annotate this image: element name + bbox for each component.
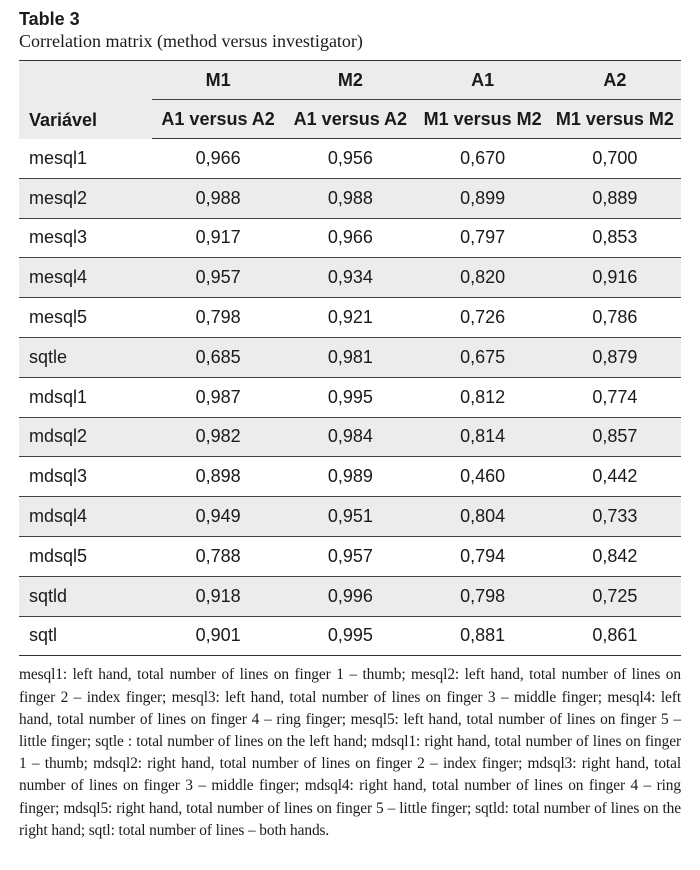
table-label: Table 3 — [19, 9, 80, 29]
table-row — [19, 497, 681, 537]
row-variable: mdsql3 — [19, 457, 152, 497]
table-cell: 0,988 — [284, 178, 416, 218]
table-cell: 0,700 — [549, 139, 681, 179]
table-cell: 0,857 — [549, 417, 681, 457]
table-row — [19, 298, 681, 338]
table-footnote: mesql1: left hand, total number of lines on finger 1 – thumb; mesql2: left hand, total number of lines on finger 2 – index finger; mesql3: left hand, total number of lines on finger 3 – middle finger; mesql4: left hand, total number of lines on finger 4 – ring finger; mesql5: left hand, total number of lines on finger 5 – little finger; sqtle : total number of lines on the left hand; mdsql1: right hand, total number of lines on finger 1 – thumb; mdsql2: right hand, total number of lines on finger 2 – index finger; mdsql3: right hand, total number of lines on finger 3 – middle finger; mdsql4: right hand, total number of lines on finger 4 – ring finger; mdsql5: right hand, total number of lines on finger 5 – little finger; sqtld: total number of lines on the right hand; sqtl: total number of lines – both hands. — [19, 666, 681, 839]
table-cell: 0,951 — [284, 497, 416, 537]
table-cell: 0,995 — [284, 616, 416, 656]
table-cell: 0,797 — [417, 218, 549, 258]
table-cell: 0,898 — [152, 457, 284, 497]
row-variable: mdsql5 — [19, 536, 152, 576]
table-row — [19, 616, 681, 656]
table-cell: 0,982 — [152, 417, 284, 457]
table-cell: 0,995 — [284, 377, 416, 417]
table-figure — [19, 0, 681, 842]
table-cell: 0,861 — [549, 616, 681, 656]
table-cell: 0,966 — [284, 218, 416, 258]
table-row — [19, 536, 681, 576]
table-body — [19, 139, 681, 656]
row-variable: mdsql1 — [19, 377, 152, 417]
table-cell: 0,842 — [549, 536, 681, 576]
table-cell: 0,984 — [284, 417, 416, 457]
table-cell: 0,726 — [417, 298, 549, 338]
header-group: M2 — [284, 61, 416, 100]
row-variable: mesql4 — [19, 258, 152, 298]
table-cell: 0,899 — [417, 178, 549, 218]
table-cell: 0,916 — [549, 258, 681, 298]
table-cell: 0,794 — [417, 536, 549, 576]
table-cell: 0,675 — [417, 337, 549, 377]
table-cell: 0,921 — [284, 298, 416, 338]
table-cell: 0,957 — [152, 258, 284, 298]
row-variable: mdsql2 — [19, 417, 152, 457]
table-cell: 0,987 — [152, 377, 284, 417]
table-cell: 0,917 — [152, 218, 284, 258]
row-variable: mesql5 — [19, 298, 152, 338]
table-cell: 0,901 — [152, 616, 284, 656]
table-cell: 0,918 — [152, 576, 284, 616]
header-subgroup: A1 versus A2 — [152, 100, 284, 139]
table-cell: 0,798 — [417, 576, 549, 616]
header-group: A2 — [549, 61, 681, 100]
table-cell: 0,774 — [549, 377, 681, 417]
header-subgroup: M1 versus M2 — [417, 100, 549, 139]
table-cell: 0,989 — [284, 457, 416, 497]
table-cell: 0,949 — [152, 497, 284, 537]
correlation-table — [19, 60, 681, 656]
table-row — [19, 417, 681, 457]
table-row — [19, 576, 681, 616]
table-cell: 0,881 — [417, 616, 549, 656]
table-header — [19, 61, 681, 139]
table-cell: 0,853 — [549, 218, 681, 258]
table-cell: 0,957 — [284, 536, 416, 576]
table-row — [19, 377, 681, 417]
row-variable: sqtld — [19, 576, 152, 616]
table-row — [19, 457, 681, 497]
row-variable: mesql1 — [19, 139, 152, 179]
table-cell: 0,820 — [417, 258, 549, 298]
table-caption: Correlation matrix (method versus investigator) — [19, 31, 363, 51]
header-group: M1 — [152, 61, 284, 100]
header-group: A1 — [417, 61, 549, 100]
table-cell: 0,733 — [549, 497, 681, 537]
table-row — [19, 258, 681, 298]
table-cell: 0,956 — [284, 139, 416, 179]
table-cell: 0,966 — [152, 139, 284, 179]
table-cell: 0,442 — [549, 457, 681, 497]
table-cell: 0,685 — [152, 337, 284, 377]
table-cell: 0,812 — [417, 377, 549, 417]
table-cell: 0,879 — [549, 337, 681, 377]
row-variable: mesql2 — [19, 178, 152, 218]
table-cell: 0,988 — [152, 178, 284, 218]
row-variable: sqtl — [19, 616, 152, 656]
header-variable: Variável — [19, 61, 152, 139]
row-variable: mesql3 — [19, 218, 152, 258]
row-variable: sqtle — [19, 337, 152, 377]
row-variable: mdsql4 — [19, 497, 152, 537]
table-cell: 0,996 — [284, 576, 416, 616]
table-row — [19, 139, 681, 179]
table-cell: 0,798 — [152, 298, 284, 338]
header-subgroup: M1 versus M2 — [549, 100, 681, 139]
table-cell: 0,981 — [284, 337, 416, 377]
table-cell: 0,460 — [417, 457, 549, 497]
table-cell: 0,788 — [152, 536, 284, 576]
table-cell: 0,934 — [284, 258, 416, 298]
table-row — [19, 337, 681, 377]
table-cell: 0,814 — [417, 417, 549, 457]
header-subgroup: A1 versus A2 — [284, 100, 416, 139]
table-cell: 0,786 — [549, 298, 681, 338]
table-row — [19, 178, 681, 218]
table-cell: 0,804 — [417, 497, 549, 537]
table-cell: 0,670 — [417, 139, 549, 179]
table-row — [19, 218, 681, 258]
table-cell: 0,889 — [549, 178, 681, 218]
table-cell: 0,725 — [549, 576, 681, 616]
